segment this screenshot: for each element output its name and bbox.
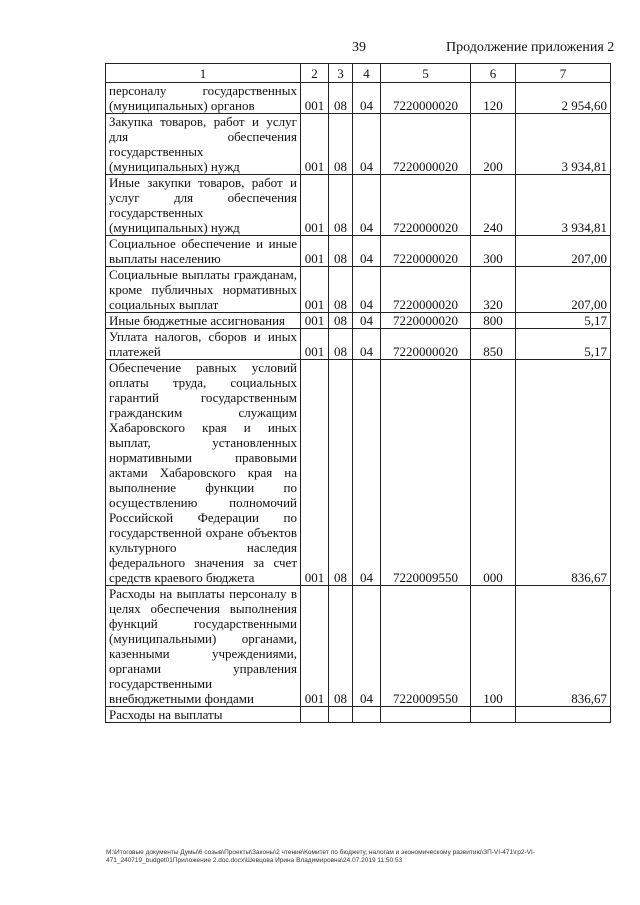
cell-expense-type: 200 [471, 114, 516, 175]
cell-admin-code: 001 [301, 586, 329, 707]
cell-expense-type: 320 [471, 267, 516, 313]
page-number: 39 [352, 40, 366, 55]
cell-section: 08 [329, 313, 353, 329]
cell-expense-type: 100 [471, 586, 516, 707]
row-name: Уплата налогов, сборов и иных платежей [106, 329, 301, 360]
cell-section [329, 707, 353, 723]
cell-expense-type: 000 [471, 360, 516, 586]
cell-expense-type: 850 [471, 329, 516, 360]
cell-section: 08 [329, 360, 353, 586]
cell-amount [516, 707, 611, 723]
column-header: 7 [516, 64, 611, 83]
cell-amount: 5,17 [516, 329, 611, 360]
cell-expense-type: 800 [471, 313, 516, 329]
table-row [106, 360, 611, 586]
cell-target-item: 7220009550 [381, 586, 471, 707]
header-row [106, 64, 611, 83]
cell-expense-type: 240 [471, 175, 516, 236]
cell-target-item [381, 707, 471, 723]
cell-section: 08 [329, 175, 353, 236]
table-row [106, 313, 611, 329]
cell-subsection: 04 [353, 329, 381, 360]
cell-admin-code: 001 [301, 83, 329, 114]
cell-amount: 836,67 [516, 360, 611, 586]
column-header: 1 [106, 64, 301, 83]
cell-subsection [353, 707, 381, 723]
cell-admin-code: 001 [301, 329, 329, 360]
cell-subsection: 04 [353, 360, 381, 586]
table-row [106, 175, 611, 236]
cell-target-item: 7220000020 [381, 175, 471, 236]
cell-admin-code [301, 707, 329, 723]
table-row [106, 329, 611, 360]
cell-admin-code: 001 [301, 313, 329, 329]
cell-section: 08 [329, 586, 353, 707]
row-name: Расходы на выплаты персоналу в целях обеспечения выполнения функций государственными (муниципальными) органами, казенными учреждениями, органами управления государственными внебюджетными фондами [106, 586, 301, 707]
cell-amount: 207,00 [516, 236, 611, 267]
file-path-footer: M:\Итоговые документы Думы\6 созыв\Проекты\Законы\2 чтение\Комитет по бюджету, налогам и экономическому развитию\ЗП-VI-471\гр2-VI-471_240719_budget01Приложение 2.doc.docx\Шевцова Ирина Владимировна\24.07.2019 11:50:53 [106, 849, 535, 864]
row-name: Закупка товаров, работ и услуг для обеспечения государственных (муниципальных) нужд [106, 114, 301, 175]
row-name: Социальное обеспечение и иные выплаты населению [106, 236, 301, 267]
table-row [106, 114, 611, 175]
budget-table [105, 63, 611, 723]
cell-subsection: 04 [353, 83, 381, 114]
column-header: 3 [329, 64, 353, 83]
cell-amount: 3 934,81 [516, 114, 611, 175]
cell-section: 08 [329, 236, 353, 267]
cell-amount: 2 954,60 [516, 83, 611, 114]
continuation-label: Продолжение приложения 2 [446, 40, 615, 55]
cell-amount: 3 934,81 [516, 175, 611, 236]
cell-target-item: 7220000020 [381, 267, 471, 313]
cell-section: 08 [329, 329, 353, 360]
cell-target-item: 7220000020 [381, 329, 471, 360]
cell-expense-type: 120 [471, 83, 516, 114]
table-row [106, 83, 611, 114]
cell-section: 08 [329, 114, 353, 175]
cell-subsection: 04 [353, 114, 381, 175]
row-name: Иные закупки товаров, работ и услуг для обеспечения государственных (муниципальных) нужд [106, 175, 301, 236]
cell-amount: 5,17 [516, 313, 611, 329]
cell-target-item: 7220000020 [381, 83, 471, 114]
row-name: Социальные выплаты гражданам, кроме публичных нормативных социальных выплат [106, 267, 301, 313]
table-row [106, 707, 611, 723]
cell-target-item: 7220009550 [381, 360, 471, 586]
cell-amount: 836,67 [516, 586, 611, 707]
cell-subsection: 04 [353, 267, 381, 313]
cell-subsection: 04 [353, 313, 381, 329]
table-row [106, 236, 611, 267]
cell-section: 08 [329, 267, 353, 313]
cell-admin-code: 001 [301, 175, 329, 236]
cell-subsection: 04 [353, 236, 381, 267]
cell-admin-code: 001 [301, 360, 329, 586]
row-name: персоналу государственных (муниципальных) органов [106, 83, 301, 114]
column-header: 4 [353, 64, 381, 83]
column-header: 6 [471, 64, 516, 83]
cell-target-item: 7220000020 [381, 313, 471, 329]
row-name: Расходы на выплаты [106, 707, 301, 723]
table-row [106, 267, 611, 313]
cell-subsection: 04 [353, 586, 381, 707]
cell-expense-type [471, 707, 516, 723]
cell-admin-code: 001 [301, 236, 329, 267]
cell-subsection: 04 [353, 175, 381, 236]
row-name: Обеспечение равных условий оплаты труда, социальных гарантий государственным гражданским служащим Хабаровского края и иных выплат, установленных нормативными правовыми актами Хабаровского края на выполнение функции по осуществлению полномочий Российской Федерации по государственной охране объектов культурного наследия федерального значения за счет средств краевого бюджета [106, 360, 301, 586]
row-name: Иные бюджетные ассигнования [106, 313, 301, 329]
cell-target-item: 7220000020 [381, 236, 471, 267]
cell-admin-code: 001 [301, 267, 329, 313]
cell-target-item: 7220000020 [381, 114, 471, 175]
table-row [106, 586, 611, 707]
cell-amount: 207,00 [516, 267, 611, 313]
cell-admin-code: 001 [301, 114, 329, 175]
column-header: 5 [381, 64, 471, 83]
cell-section: 08 [329, 83, 353, 114]
column-header: 2 [301, 64, 329, 83]
cell-expense-type: 300 [471, 236, 516, 267]
